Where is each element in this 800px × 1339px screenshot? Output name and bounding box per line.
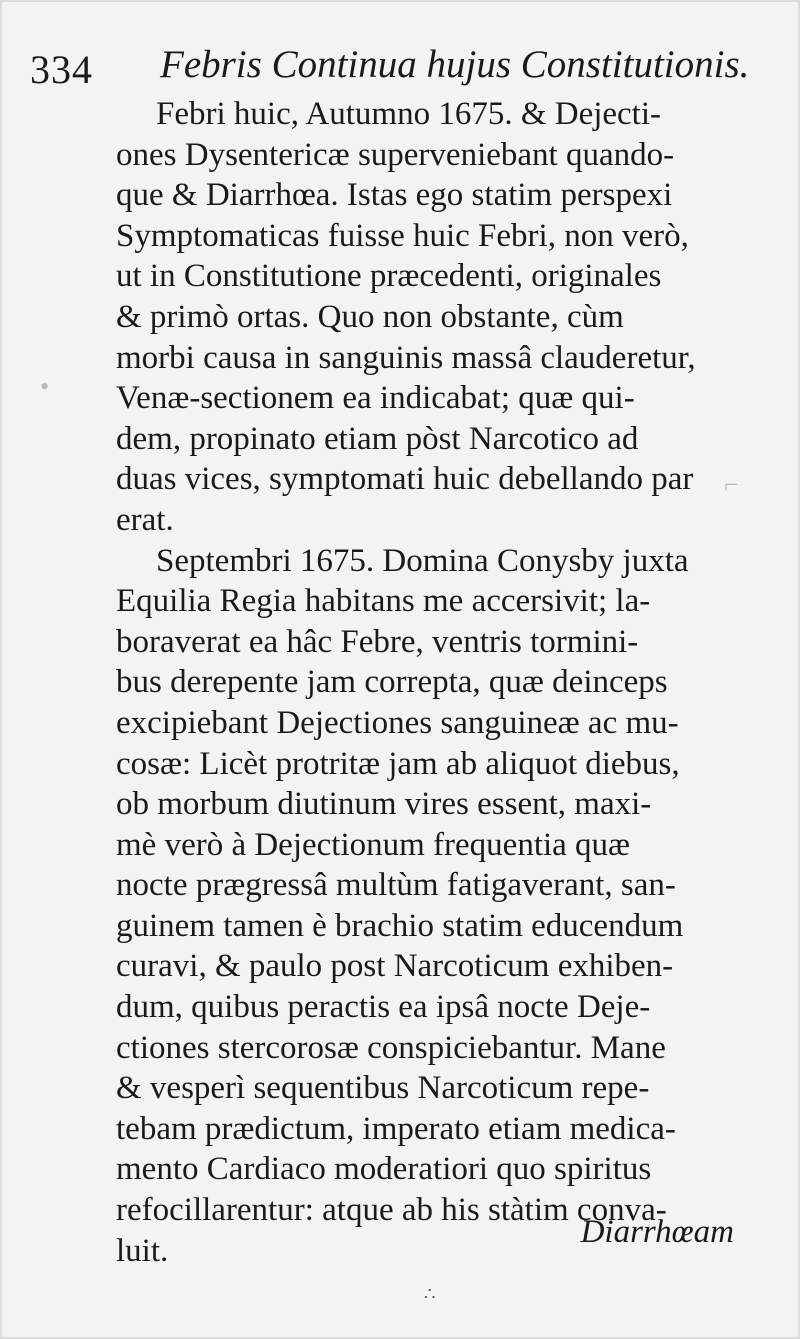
text-line: curavi, & paulo post Narcoticum exhiben- (116, 948, 674, 985)
text-line: nocte prægressâ multùm fatigaverant, san- (116, 867, 676, 904)
ornament-icon: ∴ (424, 1284, 436, 1304)
text-line: & primò ortas. Quo non obstante, cùm (116, 298, 624, 335)
text-line: Febri huic, Autumno 1675. & Dejecti- (156, 96, 662, 132)
text-line: Symptomaticas fuisse huic Febri, non verò, (116, 217, 689, 254)
text-line: refocillarentur: atque ab his stàtim conva- (116, 1192, 667, 1229)
text-line: luit. (116, 1232, 169, 1269)
page-number: 334 (30, 47, 93, 92)
text-line: mè verò à Dejectionum frequentia quæ (116, 826, 631, 863)
text-line: dum, quibus peractis ea ipsâ nocte Deje- (116, 989, 651, 1026)
running-head: Febris Continua hujus Constitutionis. (160, 43, 750, 86)
text-line: guinem tamen è brachio statim educendum (116, 907, 684, 944)
text-line: ut in Constitutione præcedenti, originales (116, 258, 662, 295)
text-line: ones Dysentericæ superveniebant quando- (116, 136, 675, 173)
text-line: Venæ-sectionem ea indicabat; quæ qui- (116, 380, 635, 417)
text-line: cosæ: Licèt protritæ jam ab aliquot diebus, (116, 745, 680, 782)
text-line: morbi causa in sanguinis massâ clauderetur, (116, 339, 696, 376)
text-line: erat. (116, 501, 174, 538)
text-line: dem, propinato etiam pòst Narcotico ad (116, 420, 639, 457)
text-line: & vesperì sequentibus Narcoticum repe- (116, 1070, 650, 1107)
text-line: excipiebant Dejectiones sanguineæ ac mu- (116, 704, 679, 741)
text-line: bus derepente jam correpta, quæ deinceps (116, 664, 668, 701)
text-line: mento Cardiaco moderatiori quo spiritus (116, 1151, 652, 1188)
text-line: ob morbum diutinum vires essent, maxi- (116, 786, 652, 823)
text-line: tebam prædictum, imperato etiam medica- (116, 1110, 676, 1147)
bleed-through-mark: ⌐ (724, 470, 739, 499)
text-line: ctiones stercorosæ conspiciebantur. Mane (116, 1029, 666, 1066)
body-text (116, 94, 746, 1271)
text-line: Septembri 1675. Domina Conysby juxta (156, 542, 689, 579)
text-line: Equilia Regia habitans me accersivit; la- (116, 583, 651, 620)
text-line: duas vices, symptomati huic debellando par (116, 461, 694, 498)
catchword: Diarrhœam (580, 1214, 734, 1250)
text-line: que & Diarrhœa. Istas ego statim perspexi (116, 177, 673, 214)
text-line: boraverat ea hâc Febre, ventris tormini- (116, 623, 639, 660)
bleed-through-mark: • (40, 372, 50, 401)
